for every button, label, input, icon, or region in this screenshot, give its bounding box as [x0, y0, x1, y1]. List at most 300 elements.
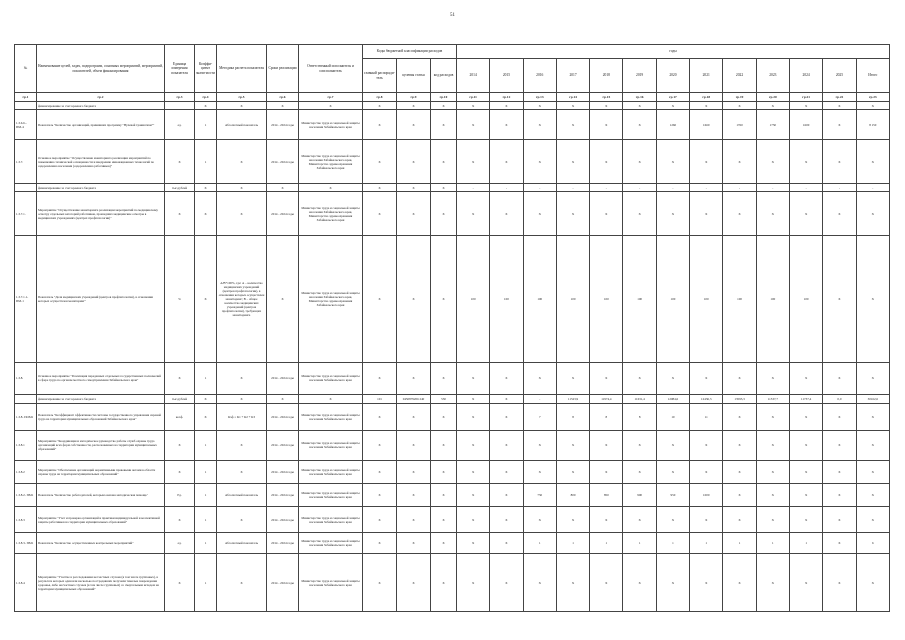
table-cell: Х [723, 554, 756, 612]
table-cell: Х [217, 184, 267, 192]
table-cell: 2014 - 2024 годы [267, 404, 299, 431]
table-cell: Х [457, 404, 490, 431]
table-cell: 1 [195, 554, 217, 612]
table-cell: Х [856, 554, 889, 612]
table-cell: Показатель "Коэффициент эффективности системы государственного управления охраной труда на территории муниципальных образований Забайкальского края" [37, 404, 165, 431]
table-cell: 0450879206 240 [397, 395, 431, 404]
table-cell: Х [823, 460, 856, 483]
table-cell: Х [856, 430, 889, 460]
table-cell: Х [823, 235, 856, 362]
table-cell: Х [397, 192, 431, 236]
column-number-cell: гр.9 [397, 93, 431, 102]
table-cell: Х [363, 554, 397, 612]
table-cell: Х [656, 506, 689, 533]
header-budget-group: Коды бюджетной классификации расходов [363, 45, 457, 59]
table-cell: Х [623, 140, 656, 184]
table-cell: Х [789, 554, 822, 612]
table-cell: Министерство труда и социальной защиты населения Забайкальского края [299, 460, 363, 483]
table-cell: Х [217, 192, 267, 236]
table-cell: 2014 - 2024 годы [267, 192, 299, 236]
table-cell: 750 [523, 483, 556, 506]
table-cell: Х [789, 460, 822, 483]
column-number-cell: гр.4 [195, 93, 217, 102]
table-cell: Ед. [165, 483, 195, 506]
table-cell: Х [195, 235, 217, 362]
table-cell: Х [656, 102, 689, 110]
table-cell: Х [397, 430, 431, 460]
table-cell: Х [690, 140, 723, 184]
table-cell: Х [363, 362, 397, 394]
table-cell: Х [789, 404, 822, 431]
table-cell: Кэф = К1 + К2 + К3 [217, 404, 267, 431]
column-number-cell: гр.17 [656, 93, 689, 102]
table-cell: 0,0 [823, 395, 856, 404]
table-cell: Х [397, 460, 431, 483]
table-cell: 1 [195, 110, 217, 140]
table-cell: 530 [431, 395, 457, 404]
column-number-cell: гр.18 [690, 93, 723, 102]
header-code: код расходов [431, 59, 457, 93]
table-cell: - [623, 184, 656, 192]
header-unit: Единица измерения показателя [165, 45, 195, 93]
table-cell: тыс.рублей [165, 395, 195, 404]
table-cell: Х [856, 483, 889, 506]
table-cell: финансирование за счет краевого бюджета [37, 395, 165, 404]
program-table [14, 44, 890, 612]
table-cell: Показатель "Доля медицинских учреждений (центров профпатологии), в отношении которых осуществлен мониторинг" [37, 235, 165, 362]
header-coef: Коэффи-циент значи-мости [195, 45, 217, 93]
table-cell: Х [457, 506, 490, 533]
header-year: 2021 [690, 59, 723, 93]
table-cell: Показатель "Количество осуществленных контрольных мероприятий" [37, 533, 165, 554]
header-year: 2017 [556, 59, 589, 93]
table-cell: Х [556, 460, 589, 483]
table-cell: Х [623, 362, 656, 394]
table-row [15, 184, 890, 192]
table-cell: 1 [195, 140, 217, 184]
table-cell: Х [490, 533, 523, 554]
table-row [15, 554, 890, 612]
table-cell: Министерство труда и социальной защиты населения Забайкальского края [299, 430, 363, 460]
table-cell: 2014 - 2024 годы [267, 430, 299, 460]
table-cell: 1750 [756, 110, 789, 140]
table-cell: 1.3.8.2 [15, 460, 37, 483]
table-cell: Абсолютный показатель [217, 533, 267, 554]
table-cell: Х [756, 140, 789, 184]
table-cell: А/В*100%, где: А – количество медицинских учреждений (центров профпатологии), в отношении которых осуществлен мониторинг; В – общее количество медицинских учреждений (центров профпатологии), требующих мониторинга [217, 235, 267, 362]
table-cell: Х [217, 460, 267, 483]
table-cell: 1260 [656, 110, 689, 140]
table-cell: Х [490, 140, 523, 184]
table-cell: 10 [656, 404, 689, 431]
table-cell: Х [623, 430, 656, 460]
table-cell: Х [823, 554, 856, 612]
table-cell: Х [490, 554, 523, 612]
table-cell: 2014 - 2024 годы [267, 506, 299, 533]
table-cell: Х [756, 483, 789, 506]
table-cell: 1 [195, 362, 217, 394]
table-cell: 2014 - 2024 годы [267, 362, 299, 394]
table-cell: Х [723, 460, 756, 483]
column-number-cell: гр.2 [37, 93, 165, 102]
table-cell: 100 [490, 235, 523, 362]
table-cell: Х [590, 430, 623, 460]
header-name: Наименование целей, задач, подпрограмм, основных мероприятий, мероприятий, показателей, объем финансирования [37, 45, 165, 93]
table-cell: 11631,4 [623, 395, 656, 404]
table-cell: - [523, 184, 556, 192]
table-cell: 6 [856, 533, 889, 554]
table-cell: Министерство труда и социальной защиты населения Забайкальского края [299, 362, 363, 394]
table-cell: Х [856, 362, 889, 394]
table-cell: Х [823, 110, 856, 140]
column-number-cell: гр.22 [823, 93, 856, 102]
table-cell: Х [397, 184, 431, 192]
table-cell: Х [523, 362, 556, 394]
table-cell: Х [457, 430, 490, 460]
table-cell: Х [195, 395, 217, 404]
table-cell: Х [523, 460, 556, 483]
table-cell: 1.3.8.3 [15, 506, 37, 533]
table-cell: Х [723, 140, 756, 184]
header-resp: Ответственный исполнитель и соисполнитель [299, 45, 363, 93]
table-cell: Х [523, 140, 556, 184]
table-cell: 100 [590, 235, 623, 362]
table-row [15, 110, 890, 140]
table-cell: финансирование за счет краевого бюджета [37, 184, 165, 192]
table-cell [15, 102, 37, 110]
header-year: 2018 [590, 59, 623, 93]
table-cell: - [723, 184, 756, 192]
table-cell: Х [397, 483, 431, 506]
table-cell: Х [165, 140, 195, 184]
table-cell: Х [267, 235, 299, 362]
table-cell: 2014 - 2024 годы [267, 140, 299, 184]
table-cell: Абсолютный показатель [217, 483, 267, 506]
table-cell: Х [299, 184, 363, 192]
table-cell: Х [590, 362, 623, 394]
table-cell: Х [457, 395, 490, 404]
table-cell: Х [490, 483, 523, 506]
table-cell: Х [397, 140, 431, 184]
table-cell: Основное мероприятие "Реализация переданных отдельных государственных полномочий в сфере труда по органам местного самоуправления Забайкальского края" [37, 362, 165, 394]
table-cell: Х [856, 102, 889, 110]
table-cell: Х [363, 192, 397, 236]
table-row [15, 140, 890, 184]
table-cell: Х [431, 554, 457, 612]
table-cell: Х [299, 102, 363, 110]
table-cell: - [856, 184, 889, 192]
table-cell: Х [431, 192, 457, 236]
column-number-cell: гр.5 [217, 93, 267, 102]
table-cell: Х [457, 483, 490, 506]
table-row [15, 404, 890, 431]
table-cell: Х [431, 184, 457, 192]
table-cell: Министерство труда и социальной защиты населения Забайкальского края [299, 110, 363, 140]
table-cell: Х [267, 102, 299, 110]
table-cell: 8 [590, 404, 623, 431]
table-cell: 1.3.7.1. [15, 192, 37, 236]
table-cell: Х [756, 430, 789, 460]
table-cell: 950 [656, 483, 689, 506]
column-number-cell: гр.14 [556, 93, 589, 102]
table-cell: Х [590, 140, 623, 184]
table-cell: Х [217, 554, 267, 612]
table-cell: Х [856, 460, 889, 483]
table-cell: Х [590, 192, 623, 236]
header-year: 2016 [523, 59, 556, 93]
header-year: 2025 [823, 59, 856, 93]
table-cell: Х [490, 110, 523, 140]
table-cell: Х [756, 554, 789, 612]
table-cell: 13593,3 [723, 395, 756, 404]
table-cell: - [490, 184, 523, 192]
table-cell: Х [457, 140, 490, 184]
table-cell: Х [590, 506, 623, 533]
table-cell: Х [363, 110, 397, 140]
table-cell: Основное мероприятие "Осуществление мониторинга реализации мероприятий по повышению технической оснащенности и внедрению инновационных технологий по оздоровлению населения (оздоровлению работников)" [37, 140, 165, 184]
table-cell [15, 184, 37, 192]
table-cell: Х [756, 460, 789, 483]
table-cell: 1.3.8.3- ПМ1 [15, 533, 37, 554]
table-row [15, 362, 890, 394]
table-cell: 1 [656, 533, 689, 554]
table-cell: Х [490, 430, 523, 460]
table-cell: Х [165, 430, 195, 460]
table-cell: 850 [590, 483, 623, 506]
table-cell: Х [457, 192, 490, 236]
header-year: 2019 [623, 59, 656, 93]
table-cell: Х [363, 140, 397, 184]
column-number-cell: гр.19 [723, 93, 756, 102]
table-cell: 11737,4 [789, 395, 822, 404]
table-cell: 8 150 [856, 110, 889, 140]
column-number-row [15, 93, 890, 102]
table-cell: - [457, 184, 490, 192]
table-cell: Х [397, 102, 431, 110]
table-cell: Х [856, 192, 889, 236]
table-cell: Х [457, 554, 490, 612]
table-cell: Х [363, 460, 397, 483]
header-year: 2023 [756, 59, 789, 93]
table-cell: Х [267, 184, 299, 192]
column-number-cell: гр.7 [299, 93, 363, 102]
table-cell: Х [397, 533, 431, 554]
table-cell: 12436,3 [690, 395, 723, 404]
table-row [15, 102, 890, 110]
table-cell: Х [363, 506, 397, 533]
table-cell: ед. [165, 533, 195, 554]
table-cell: Мероприятие "Участие в расследовании несчастных случаев (в том числе групповых), в результате которых один или несколько пострадавших получили тяжелые повреждения здоровья, либо несчастных случаев (в том числе групповых) со смертельным исходом на территории муниципальных образований" [37, 554, 165, 612]
table-cell: Х [523, 102, 556, 110]
table-cell: Х [397, 110, 431, 140]
table-cell: 11974,4 [590, 395, 623, 404]
table-cell: Министерство труда и социальной защиты населения Забайкальского края [299, 554, 363, 612]
table-cell: Х [523, 192, 556, 236]
header-year: Итого [856, 59, 889, 93]
table-cell: Х [490, 460, 523, 483]
table-cell: 1 [195, 460, 217, 483]
table-cell: % [165, 235, 195, 362]
table-cell: Министерство труда и социальной защиты населения Забайкальского края, Министерство здравоохранения Забайкальского края [299, 140, 363, 184]
table-cell: Мероприятие "Учет и проверка организаций и практики индивидуальной и коллективной защиты работников на территории муниципальных образований" [37, 506, 165, 533]
table-cell: - [789, 184, 822, 192]
header-no: № [15, 45, 37, 93]
table-cell: Х [217, 140, 267, 184]
table-cell: 100 [556, 235, 589, 362]
table-cell: Х [431, 460, 457, 483]
table-cell: Х [690, 430, 723, 460]
table-cell: Х [656, 192, 689, 236]
table-cell: Х [756, 192, 789, 236]
table-cell: Х [823, 362, 856, 394]
table-cell: - [656, 184, 689, 192]
table-cell: Х [756, 506, 789, 533]
table-cell: 11537,7 [756, 395, 789, 404]
header-year: 2024 [789, 59, 822, 93]
table-cell: Х [457, 533, 490, 554]
table-cell: Х [431, 235, 457, 362]
table-cell: 100 [723, 235, 756, 362]
table-cell: Х [457, 102, 490, 110]
table-cell: 1.3.8- ПОМ1 [15, 404, 37, 431]
table-cell: Х [556, 192, 589, 236]
table-cell: 1760 [723, 110, 756, 140]
table-row [15, 460, 890, 483]
table-cell: Х [490, 192, 523, 236]
table-cell: 30162,6 [856, 395, 889, 404]
table-cell: Х [656, 554, 689, 612]
column-number-cell: гр.8 [363, 93, 397, 102]
table-cell: Х [267, 395, 299, 404]
table-cell: Х [195, 192, 217, 236]
table-cell: Х [623, 506, 656, 533]
table-cell: Х [165, 506, 195, 533]
table-cell: 100 [457, 235, 490, 362]
table-cell: Х [856, 140, 889, 184]
table-cell: Х [823, 192, 856, 236]
table-cell: Министерство труда и социальной защиты населения Забайкальского края, Министерство здравоохранения Забайкальского края [299, 192, 363, 236]
column-number-cell: гр.13 [523, 93, 556, 102]
table-cell: Показатель "Количество работодателей, которым оказана методическая помощь" [37, 483, 165, 506]
table-cell: 100 [656, 235, 689, 362]
column-number-cell: гр.12 [490, 93, 523, 102]
table-cell [165, 102, 195, 110]
table-row [15, 506, 890, 533]
table-cell: Х [823, 102, 856, 110]
table-cell: Х [490, 362, 523, 394]
table-cell: 1.3.7. [15, 140, 37, 184]
table-cell: Х [523, 554, 556, 612]
table-cell: Х [363, 430, 397, 460]
table-cell: Х [856, 404, 889, 431]
table-cell: 100 [523, 235, 556, 362]
table-cell: 100 [690, 235, 723, 362]
table-cell: Х [756, 404, 789, 431]
table-cell: 100 [623, 235, 656, 362]
table-cell: Х [195, 102, 217, 110]
table-cell: Х [165, 554, 195, 612]
header-years-group: годы [457, 45, 890, 59]
table-cell: Х [756, 102, 789, 110]
table-cell: Х [490, 404, 523, 431]
table-cell: Х [789, 362, 822, 394]
table-cell: Х [490, 395, 523, 404]
table-cell: Х [457, 460, 490, 483]
table-cell: Х [690, 102, 723, 110]
table-cell: Х [690, 192, 723, 236]
table-cell: Х [656, 430, 689, 460]
header-year: 2020 [656, 59, 689, 93]
table-cell: Министерство труда и социальной защиты населения Забайкальского края, Министерство здравоохранения Забайкальского края [299, 235, 363, 362]
table-cell: 1 [195, 430, 217, 460]
table-cell: Х [556, 506, 589, 533]
table-cell: - [690, 184, 723, 192]
table-cell: 11 [690, 404, 723, 431]
table-cell: 1 [756, 533, 789, 554]
table-cell: 1 [623, 533, 656, 554]
column-number-cell: гр.15 [590, 93, 623, 102]
table-cell: Х [397, 506, 431, 533]
table-cell: Мероприятие "Обеспечение организаций нормативными правовыми актами в области охраны труда на территории муниципальных образований" [37, 460, 165, 483]
table-cell: Х [723, 102, 756, 110]
table-cell: Х [431, 362, 457, 394]
table-cell: Х [431, 140, 457, 184]
table-cell: Х [590, 102, 623, 110]
table-cell: Х [397, 554, 431, 612]
table-cell: Х [431, 483, 457, 506]
table-cell: ед. [165, 110, 195, 140]
table-cell: Х [723, 192, 756, 236]
table-cell: Х [789, 483, 822, 506]
table-cell: Х [165, 362, 195, 394]
table-cell: - [523, 395, 556, 404]
table-cell: Мероприятие "Координация и методическое руководство работы служб охраны труда организаций всех форм собственности, расположенных на территории муниципальных образований" [37, 430, 165, 460]
table-cell: 8 [556, 404, 589, 431]
header-year: 2015 [490, 59, 523, 93]
table-cell: Х [363, 102, 397, 110]
table-cell: Х [723, 506, 756, 533]
table-cell: Х [523, 506, 556, 533]
table-cell: 1 [195, 533, 217, 554]
table-cell: 8 [623, 404, 656, 431]
table-cell: Х [363, 483, 397, 506]
table-cell: Х [723, 483, 756, 506]
table-cell: 1.3.7.1.1- ПМ-1 [15, 235, 37, 362]
table-cell: Х [397, 362, 431, 394]
table-cell: 1 [789, 533, 822, 554]
table-cell: Х [217, 102, 267, 110]
table-cell: 1 [590, 533, 623, 554]
column-number-cell: гр.21 [789, 93, 822, 102]
table-cell: 1.3.8.2- ПМ1 [15, 483, 37, 506]
column-number-cell: гр.11 [457, 93, 490, 102]
table-cell: Х [556, 102, 589, 110]
table-cell: Х [823, 483, 856, 506]
table-cell: Х [623, 460, 656, 483]
table-cell: Х [723, 430, 756, 460]
table-cell: Х [823, 533, 856, 554]
table-cell: 1 [523, 533, 556, 554]
table-cell: Х [556, 430, 589, 460]
table-cell: 1.3.6.6.- ПМ-4 [15, 110, 37, 140]
column-number-cell: гр.16 [623, 93, 656, 102]
header-code: целевая статья [397, 59, 431, 93]
table-cell: Х [723, 362, 756, 394]
table-cell: 1000 [690, 483, 723, 506]
table-cell: Х [623, 554, 656, 612]
table-cell: Х [690, 554, 723, 612]
table-cell: 7 [523, 404, 556, 431]
